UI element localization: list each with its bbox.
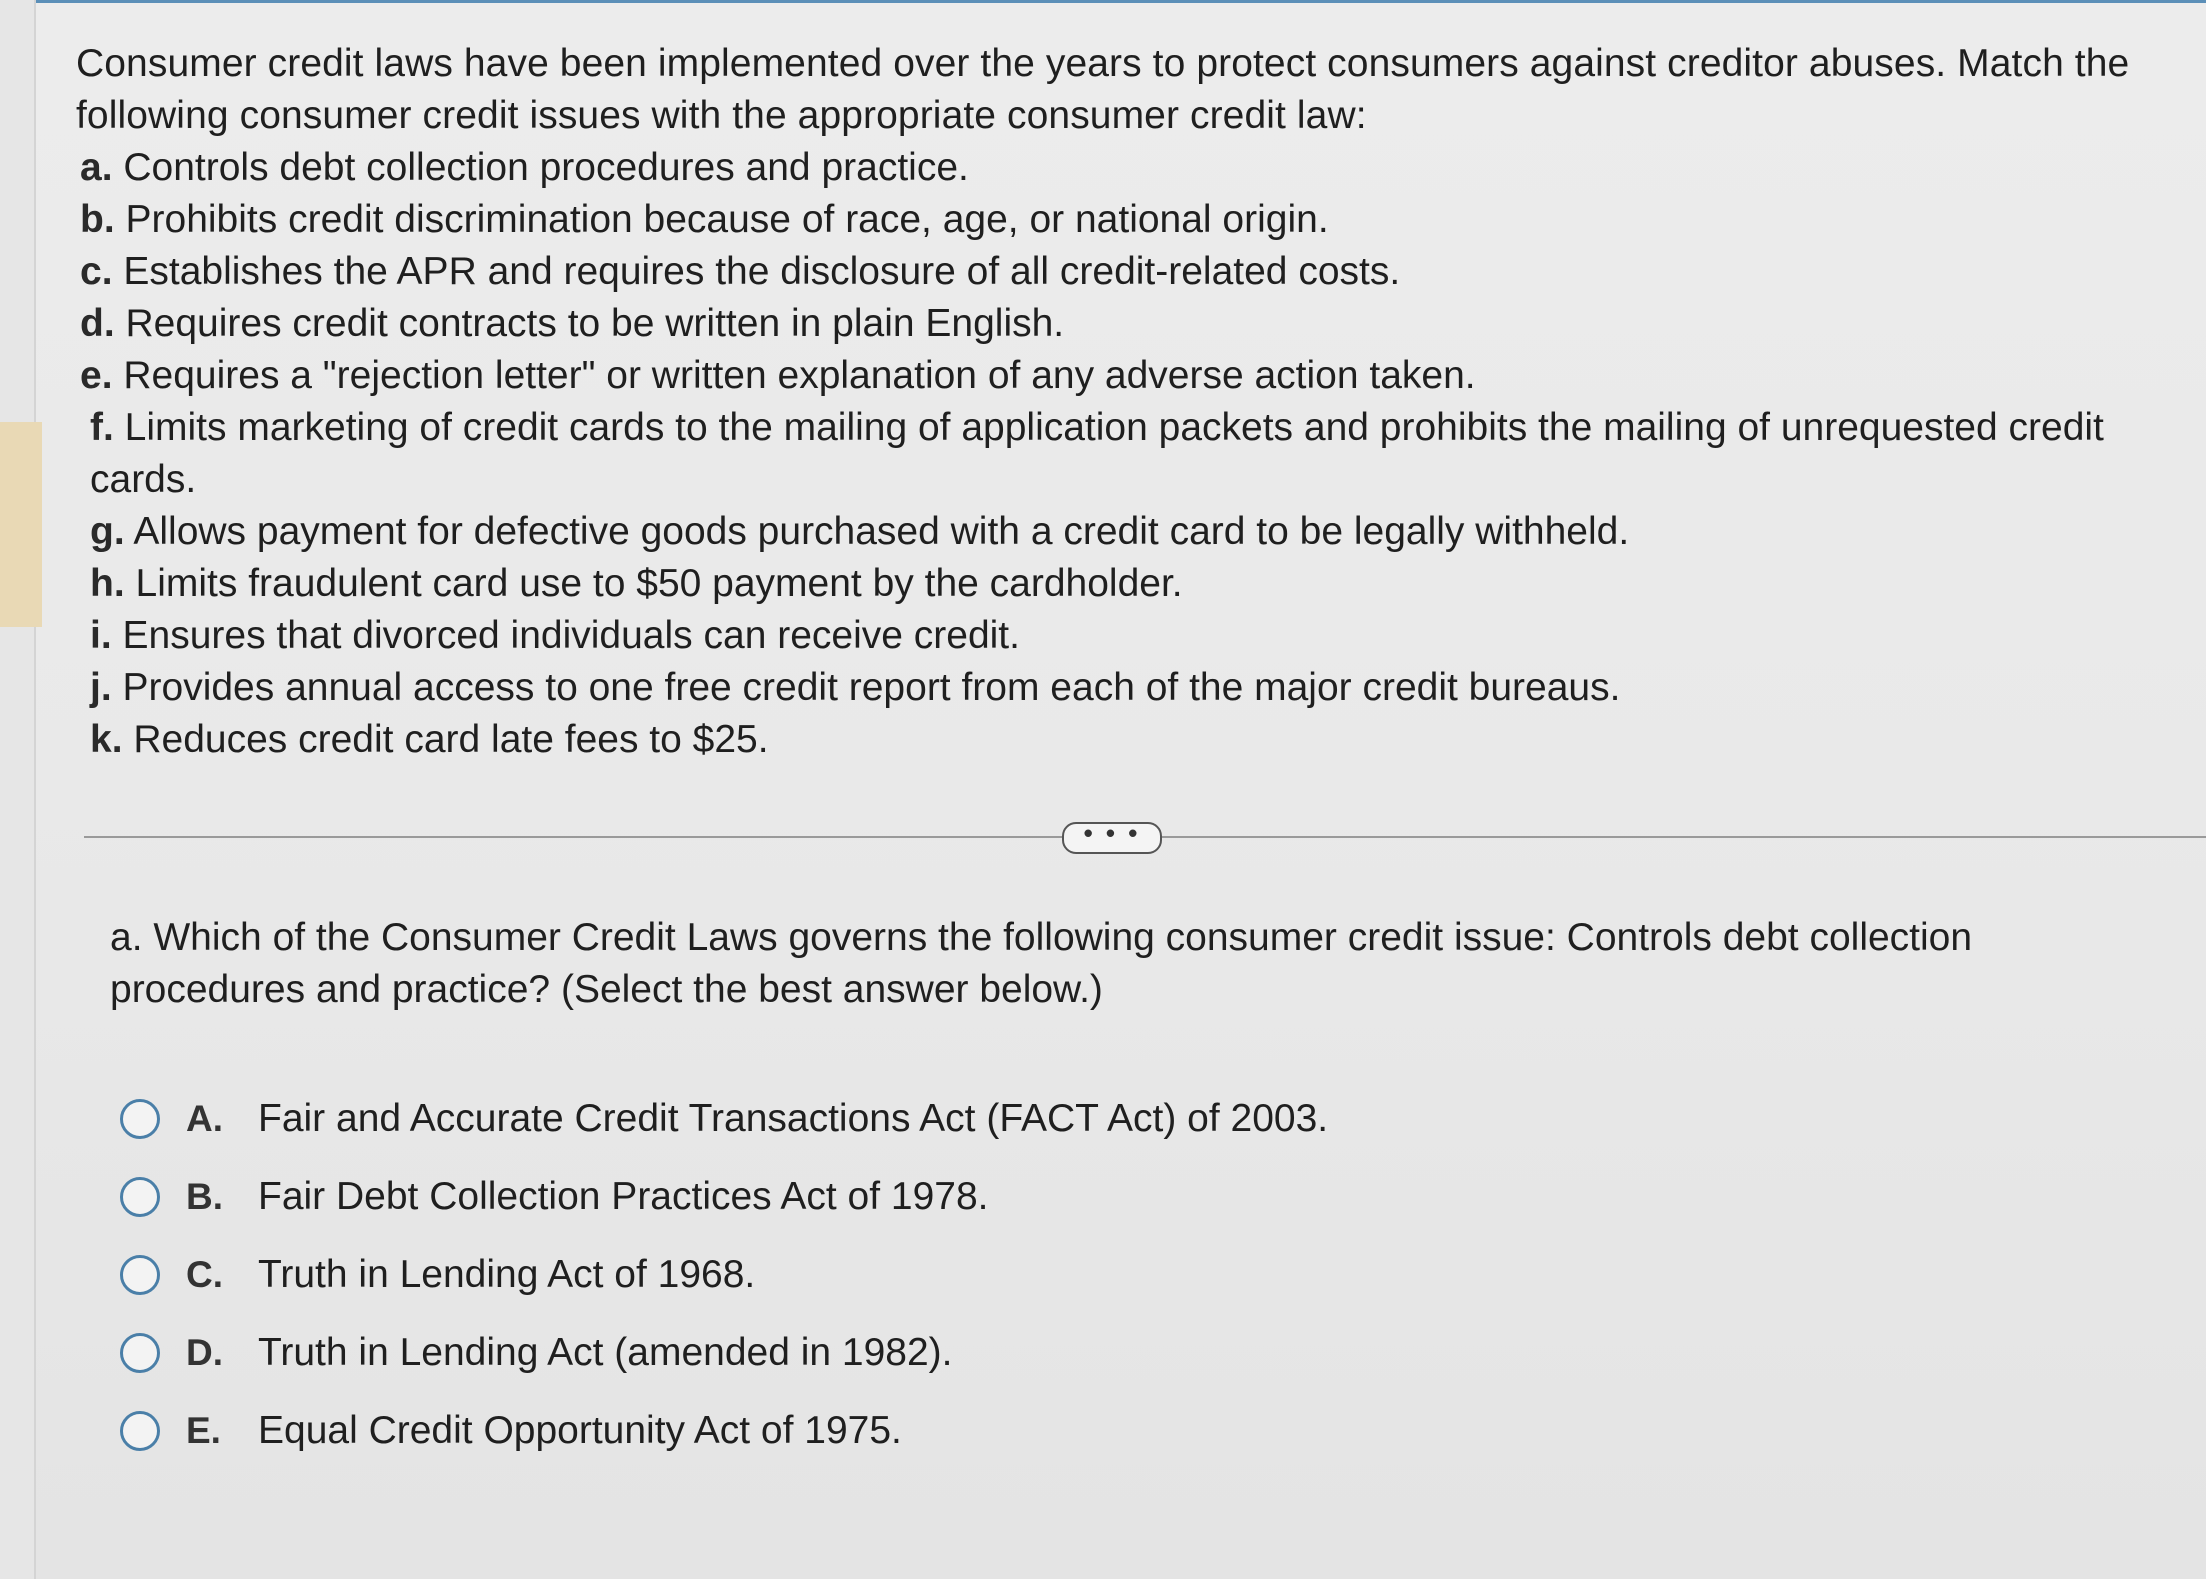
radio-button[interactable] <box>120 1177 160 1217</box>
item-text: Reduces credit card late fees to $25. <box>133 718 769 761</box>
list-item <box>76 714 2196 766</box>
option-text[interactable]: Fair and Accurate Credit Transactions Act (FACT Act) of 2003. <box>258 1097 1329 1140</box>
problem-content <box>76 38 2196 766</box>
radio-button[interactable] <box>120 1255 160 1295</box>
left-sidebar-tab[interactable] <box>0 422 42 627</box>
option-letter: A. <box>186 1098 223 1139</box>
item-letter: e. <box>80 354 113 397</box>
option-b[interactable] <box>120 1158 1720 1236</box>
option-letter: D. <box>186 1332 223 1373</box>
radio-button[interactable] <box>120 1099 160 1139</box>
question-text: Which of the Consumer Credit Laws governs the following consumer credit issue: Controls debt collection procedures and practice? <box>110 916 1973 1011</box>
item-letter: d. <box>80 302 115 345</box>
option-c[interactable] <box>120 1236 1720 1314</box>
answer-options <box>120 1080 1720 1470</box>
option-letter: E. <box>186 1410 221 1451</box>
item-letter: b. <box>80 198 115 241</box>
option-text[interactable]: Truth in Lending Act of 1968. <box>258 1253 756 1296</box>
list-item <box>76 350 2196 402</box>
problem-intro: Consumer credit laws have been implemented over the years to protect consumers against creditor abuses. Match the following consumer credit issues with the appropriate consumer credit law: <box>76 42 2130 137</box>
item-text: Limits fraudulent card use to $50 payment by the cardholder. <box>135 562 1183 605</box>
list-item <box>76 662 2196 714</box>
list-item <box>76 194 2196 246</box>
item-text: Requires a "rejection letter" or written explanation of any adverse action taken. <box>123 354 1476 397</box>
top-border <box>0 0 2206 3</box>
item-text: Ensures that divorced individuals can receive credit. <box>122 614 1020 657</box>
section-divider <box>84 808 2206 868</box>
item-letter: g. <box>90 510 125 553</box>
list-item <box>76 142 2196 194</box>
item-text: Controls debt collection procedures and practice. <box>123 146 969 189</box>
list-item <box>76 506 2196 558</box>
item-text: Establishes the APR and requires the disclosure of all credit-related costs. <box>123 250 1401 293</box>
option-text[interactable]: Truth in Lending Act (amended in 1982). <box>258 1331 953 1374</box>
item-text: Allows payment for defective goods purchased with a credit card to be legally withheld. <box>133 510 1630 553</box>
item-text: Limits marketing of credit cards to the mailing of application packets and prohibits the mailing of unrequested credit cards. <box>90 406 2104 501</box>
radio-button[interactable] <box>120 1333 160 1373</box>
option-text[interactable]: Fair Debt Collection Practices Act of 1978. <box>258 1175 989 1218</box>
option-a[interactable] <box>120 1080 1720 1158</box>
list-item <box>76 558 2196 610</box>
list-item <box>76 246 2196 298</box>
item-letter: j. <box>90 666 112 709</box>
item-letter: i. <box>90 614 112 657</box>
option-letter: B. <box>186 1176 223 1217</box>
question-prompt <box>110 912 2170 1016</box>
item-text: Prohibits credit discrimination because of race, age, or national origin. <box>125 198 1329 241</box>
item-text: Requires credit contracts to be written in plain English. <box>125 302 1065 345</box>
item-letter: f. <box>90 406 114 449</box>
question-prefix: a. <box>110 916 143 959</box>
option-text[interactable]: Equal Credit Opportunity Act of 1975. <box>258 1409 902 1452</box>
item-letter: h. <box>90 562 125 605</box>
question-hint: (Select the best answer below.) <box>560 968 1103 1011</box>
option-d[interactable] <box>120 1314 1720 1392</box>
item-letter: k. <box>90 718 123 761</box>
item-text: Provides annual access to one free credit report from each of the major credit bureaus. <box>122 666 1621 709</box>
radio-button[interactable] <box>120 1411 160 1451</box>
left-sidebar-strip <box>0 0 36 1579</box>
list-item <box>76 402 2196 506</box>
list-item <box>76 610 2196 662</box>
more-button[interactable]: • • • <box>1062 822 1162 854</box>
item-letter: a. <box>80 146 113 189</box>
item-letter: c. <box>80 250 113 293</box>
option-letter: C. <box>186 1254 223 1295</box>
issue-list <box>76 142 2196 766</box>
list-item <box>76 298 2196 350</box>
option-e[interactable] <box>120 1392 1720 1470</box>
